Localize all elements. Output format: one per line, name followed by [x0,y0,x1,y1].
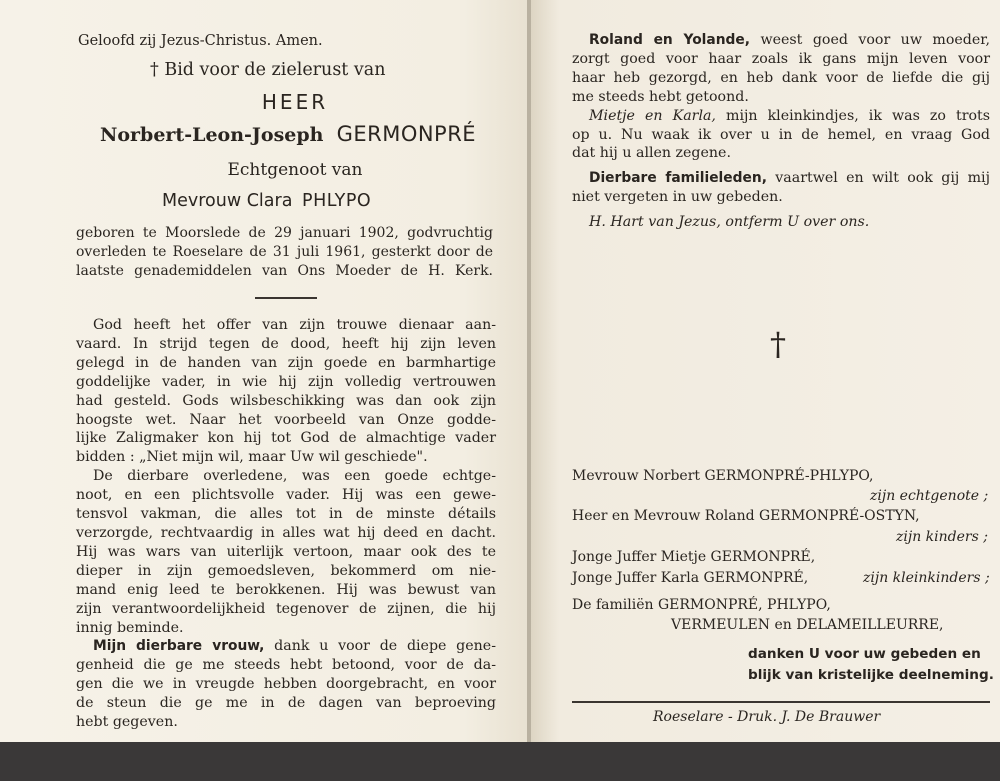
mourner-children: Heer en Mevrouw Roland GERMONPRÉ-OSTYN, [572,508,920,524]
text-line: niet vergeten in uw gebeden. [572,189,783,206]
text-line: lijke Zaligmaker kon hij tot God de almachtige vader [76,430,496,447]
text-span: dank u voor de diepe gene- [264,638,496,655]
bio-line: laatste genademiddelen van Ons Moeder de H. Kerk. [76,263,493,279]
text-line: bidden : „Niet mijn wil, maar Uw wil geschiede". [76,449,428,466]
text-line: me steeds hebt getoond. [572,88,749,105]
text-line: goddelijke vader, in wie hij zijn volledig vertrouwen [76,373,496,390]
text-line [572,169,990,188]
text-line: zorgt goed voor haar zoals ik gans mijn leven voor [572,50,990,67]
cross-icon: † [770,325,786,363]
bio-line: geboren te Moorslede de 29 januari 1902, godvruchtig [76,225,493,241]
mourner-spouse: Mevrouw Norbert GERMONPRÉ-PHLYPO, [572,468,874,484]
address-children: Roland en Yolande, [589,32,751,48]
text-line: gen die we in vreugde hebben doorgebracht, en voor [76,676,496,693]
text-line: gelegd in de handen van zijn goede en barmhartige [76,354,496,371]
spouse-name [162,191,371,211]
deceased-name [100,122,476,146]
text-span: vaartwel en wilt ook gij mij [766,170,990,187]
text-line [572,31,990,50]
text-line: dat hij u allen zegene. [572,145,731,162]
thanks-line: blijk van kristelijke deelneming. [748,667,994,683]
invocation: H. Hart van Jezus, ontferm U over ons. [589,214,870,231]
spouse-surname: PHLYPO [302,191,372,211]
text-line: hoogste wet. Naar het voorbeeld van Onze godde- [76,411,496,428]
text-line: haar heb gezorgd, en heb dank voor de liefde die gij [572,69,990,86]
spouse-of: Echtgenoot van [227,160,363,180]
text-line: dieper in zijn gemoedsleven, bekommerd om nie- [76,562,496,579]
cross-icon: † [150,60,159,80]
mourner-families-cont: VERMEULEN en DELAMEILLEURRE, [671,617,944,633]
text-line: vaard. In strijd tegen de dood, heeft hij zijn leven [76,335,496,352]
thanks-line: danken U voor uw gebeden en [748,646,981,662]
bio-line: overleden te Roeselare de 31 juli 1961, gesterkt door de [76,244,493,260]
text-line: tensvol vakman, die alles tot in de minste détails [76,506,496,523]
text-line: zijn verantwoordelijkheid tegenover de zijnen, die hij [76,600,496,617]
scan-background [0,742,1000,781]
main-text [76,316,496,732]
text-line: verzorgde, rechtvaardig in alles wat hij deed en dacht. [76,524,496,541]
text-span: weest goed voor uw moeder, [750,32,990,48]
text-line: noot, en een plichtsvolle vader. Hij was een gewe- [76,487,496,504]
bio-block [76,224,493,281]
spouse-prefix: Mevrouw Clara [162,191,293,211]
address-grandchildren: Mietje en Karla, [589,107,716,124]
praise-line: Geloofd zij Jezus-Christus. Amen. [78,33,323,49]
address-family: Dierbare familieleden, [589,170,767,187]
text-line: de steun die ge me in de dagen van beproeving [76,695,496,712]
text-line: Hij was wars van uiterlijk vertoon, maar ook des te [76,543,496,560]
mourner-grandchild: Jonge Juffer Karla GERMONPRÉ, [572,570,809,586]
printer-credit: Roeselare - Druk. J. De Brauwer [653,709,881,725]
mourner-role: zijn echtgenote ; [870,488,989,504]
text-line [572,107,990,126]
mourner-families: De familiën GERMONPRÉ, PHLYPO, [572,597,831,613]
text-line: God heeft het offer van zijn trouwe dienaar aan- [93,317,496,333]
text-line: had gesteld. Gods wilsbeschikking was dan ook zijn [76,392,496,409]
text-line: genheid die ge me steeds hebt betoond, voor de da- [76,657,496,674]
deceased-surname: GERMONPRÉ [336,122,477,146]
center-fold [527,0,531,781]
text-line: De dierbare overledene, was een goede echtge- [93,468,496,485]
text-line: hebt gegeven. [76,714,178,731]
title-heer: HEER [261,90,329,114]
deceased-first-names: Norbert-Leon-Joseph [100,124,324,146]
mourner-role: zijn kleinkinders ; [863,570,990,586]
prayer-heading [150,60,386,80]
mourner-role: zijn kinders ; [896,529,988,545]
divider [255,297,317,299]
farewell-text [572,31,990,232]
text-line: mand enig leed te berokkenen. Hij was bewust van [76,581,496,598]
address-wife: Mijn dierbare vrouw, [93,638,265,655]
mourner-grandchild: Jonge Juffer Mietje GERMONPRÉ, [572,549,816,565]
divider [572,701,990,703]
text-span: mijn kleinkindjes, ik was zo trots [715,107,990,124]
text-line: op u. Nu waak ik over u in de hemel, en vraag God [572,126,990,143]
text-line [76,637,496,656]
text-line: innig beminde. [76,619,184,636]
prayer-line: Bid voor de zielerust van [164,60,386,80]
